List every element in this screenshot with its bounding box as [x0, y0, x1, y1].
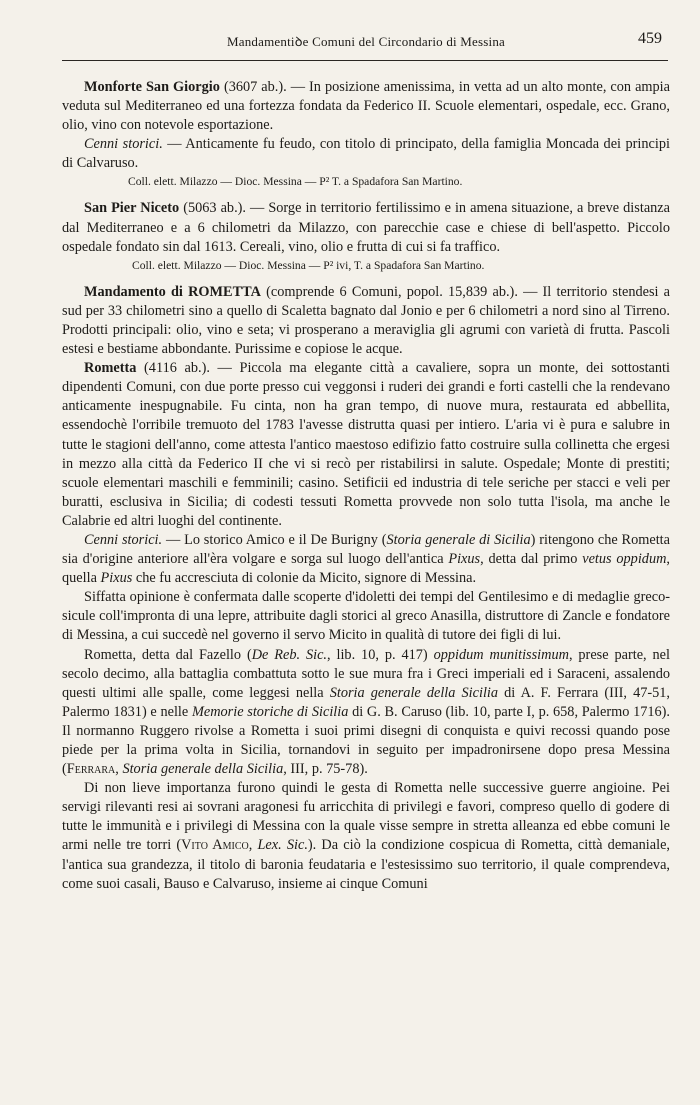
entry-citation: Coll. elett. Milazzo — Dioc. Messina — P² T. a Spadafora San Martino. — [128, 175, 463, 189]
entry-name: Rometta — [84, 360, 137, 377]
entry-name: San Pier Niceto — [84, 200, 180, 217]
rometta-paragraph-1: Rometta (4116 ab.). — Piccola ma elegante città a cavaliere, sopra un monte, dei sottostanti dipendenti Comuni, con due porte presso cui veggonsi i ruderi dei grandi e forti castelli che la rendevano anticamente inespugnabile. Fu cinta, non ha gran tempo, di nuove mura, restaurata ed abbellita, essendochè l'orribile tremuoto del 1783 l'avesse distrutta quasi per intiero. L'aria vi è pura e salubre in tutte le stagioni dell'anno, come attesta l'antico maestoso edifizio fatto costruire sulla collinetta che ergesi in mezzo alla città da Federico II che vi si recò per ristabilirsi in salute. Ospedale; Monte di prestiti; scuole elementari maschili e femminili; casino. Setificii ed industria di tele seriche per stacci e veli per buratti, esclusiva in Sicilia; di codesti tessuti Rometta provvede non solo tutta l'isola, ma anche le Calabrie ed altri luoghi del continente. — [62, 360, 670, 529]
entry-history: Cenni storici. — Anticamente fu feudo, con titolo di principato, della famiglia Moncada dei principi di Calvaruso. — [62, 136, 670, 172]
entry-paragraph: San Pier Niceto (5063 ab.). — Sorge in territorio fertilissimo e in amena situazione, a breve distanza dal Mediterraneo e a 6 chilometri da Milazzo, con parecchie case e chiese di bell'aspetto. Piccolo ospedale fondato sin dal 1613. Cereali, vino, olio e frutta di cui si fa traffico. — [62, 200, 670, 255]
page-number: 459 — [638, 30, 662, 47]
mandamento-label: Mandamento di — [84, 283, 183, 300]
cenni-label: Cenni storici. — [84, 136, 163, 153]
header-rule — [62, 60, 668, 61]
entry-monforte — [62, 78, 670, 190]
entry-san-pier-niceto — [62, 199, 670, 273]
entry-paragraph: Monforte San Giorgio (3607 ab.). — In posizione amenissima, in vetta ad un alto monte, con ampia veduta sul Mediterraneo ed una fortezza fondata da Federico II. Scuole elementari, ospedale, ecc. Grano, olio, vino con notevole esportazione. — [62, 79, 671, 134]
entry-citation: Coll. elett. Milazzo — Dioc. Messina — P² ivi, T. a Spadafora San Martino. — [132, 258, 485, 272]
running-header — [62, 28, 670, 52]
rometta-paragraph-5: Di non lieve importanza furono quindi le gesta di Rometta nelle successive guerre angioine. Pei servigi rilevanti resi ai sovrani aragonesi fu arricchita di privilegi e favori, compreso quello di godere di tutte le immunità e i privilegi di Messina con la quale visse sempre in stretta alleanza ed ebbe comuni le armi nelle tre torri (Vito Amico, Lex. Sic.). Da ciò la condizione cospicua di Rometta, città demaniale, l'antica sua grandezza, il titolo di baronia feudataria e l'estesissimo suo territorio, il quale comprendeva, come suoi casali, Bauso e Calvaruso, insieme ai cinque Comuni — [62, 780, 670, 892]
rometta-paragraph-2: Cenni storici. — Lo storico Amico e il De Burigny (Storia generale di Sicilia) ritengono che Rometta sia d'origine anteriore all'èra volgare e sorga sul luogo dell'antica Pixus, detta dal primo vetus oppidum, quella Pixus che fu accresciuta di colonie da Micito, signore di Messina. — [62, 531, 670, 587]
mandamento-paragraph: Mandamento di ROMETTA (comprende 6 Comuni, popol. 15,839 ab.). — Il territorio stendesi a sud per 33 chilometri sino a quello di Scaletta bagnato dal Jonio e per 6 chilometri a nord sino al Tirreno. Prodotti principali: olio, vino e seta; vi prosperano a meraviglia gli agrumi con varietà di frutta. Pascoli estesi e bestiame abbondante. Purissime e copiose le acque. — [62, 283, 671, 358]
rometta-paragraph-3: Siffatta opinione è confermata dalle scoperte d'idoletti dei tempi del Gentilesimo e di medaglie greco-sicule coll'impronta di una lepre, attribuite dagli storici al greco Anasilla, distruttore di Zancle e fondatore di Messina, a cui succedè nel governo il servo Micito in qualità di tutore dei figli di lui. — [62, 589, 670, 644]
running-title: Mandamentiꝺe Comuni del Circondario di Messina — [226, 34, 506, 49]
cenni-label: Cenni storici. — [84, 531, 163, 548]
entry-name: Monforte San Giorgio — [84, 79, 220, 95]
mandamento-name: ROMETTA — [188, 283, 261, 300]
rometta-paragraph-4: Rometta, detta dal Fazello (De Reb. Sic., lib. 10, p. 417) oppidum munitissimum, prese parte, nel secolo decimo, alla battaglia combattuta sotto le sue mura fra i Greci imperiali ed i Saraceni, assalendo questi ultimi alle spalle, come leggesi nella Storia generale della Sicilia di A. F. Ferrara (III, 47-51, Palermo 1831) e nelle Memorie storiche di Sicilia di G. B. Caruso (lib. 10, parte I, p. 658, Palermo 1716). Il normanno Ruggero rivolse a Rometta i suoi primi disegni di conquista e quivi recossi quando pose piede per la prima volta in Sicilia, tornandovi in seguito per impadronirsene dopo presa Messina (Ferrara, Storia generale della Sicilia, III, p. 75-78). — [62, 646, 671, 778]
mandamento-rometta — [62, 283, 670, 894]
page-body — [62, 78, 670, 894]
